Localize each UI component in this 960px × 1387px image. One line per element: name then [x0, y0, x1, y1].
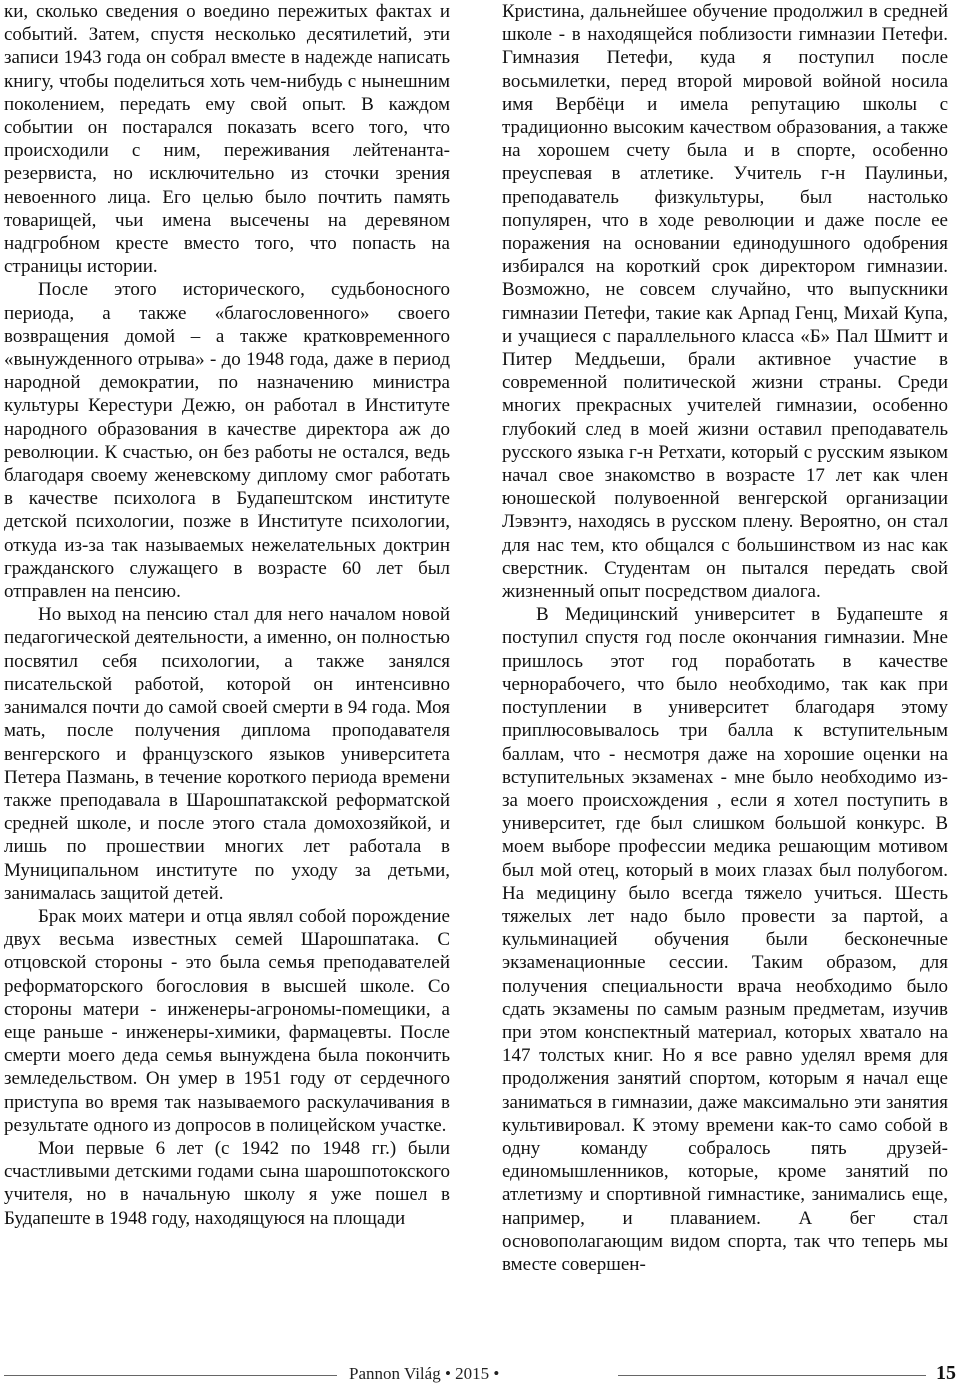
footer-rule-right	[618, 1375, 926, 1376]
left-paragraph-5: Мои первые 6 лет (с 1942 по 1948 гг.) были счастливыми детскими годами сына шарошпотокского учителя, но в начальную школу я уже пошел в Будапеште в 1948 году, находящуюся на площади	[4, 1137, 450, 1229]
left-paragraph-3: Но выход на пенсию стал для него началом новой педагогической деятельности, а именно, он полностью посвятил себя психологии, а также занялся писательской работой, которой он интенсивно занимался почти до самой своей смерти в 94 года. Моя мать, после получения диплома проподавателя венгерского и французского языков университета Петера Пазмань, в течение короткого периода времени также преподавала в Шарошпатакской реформатской средней школе, и после этого стала домохозяйкой, и лишь по прошествии многих лет работала в Муниципальном институте по уходу за детьми, занималась защитой детей.	[4, 604, 450, 904]
footer-publication: Pannon Világ • 2015 •	[349, 1364, 500, 1383]
footer-rule-left	[4, 1375, 337, 1376]
left-paragraph-4: Брак моих матери и отца являл собой порождение двух весьма известных семей Шарошпатака. С отцовской стороны - это была семья преподавателей реформаторского богословия в высшей школе. Со стороны матери - инженеры-агрономы-помещики, а еще раньше - инженеры-химики, фармацевты. После смерти моего деда семья вынуждена была покончить земледельством. Он умер в 1951 году от сердечного приступа во время так называемого раскулачивания в результате одного из допросов в полицейском участке.	[4, 905, 450, 1136]
right-paragraph-2: В Медицинский университет в Будапеште я поступил спустя год после окончания гимназии. Мне пришлось этот год поработать в качестве чернорабочего, что было необходимо, так как при поступлении в университет благодаря этому приплюсовывалось три балла к вступительным баллам, что - несмотря даже на хорошие оценки на вступительных экзаменах - мне было необходимо из-за моего происхождения , если я хотел поступить в университет, где был слишком большой конкурс. В моем выборе профессии медика решающим мотивом был мой отец, который в моих глазах был полубогом. На медицину было всегда тяжело учиться. Шесть тяжелых лет надо было провести за партой, а кульминацией обучения были бесконечные экзаменационные сессии. Таким образом, для получения специальности врача необходимо было сдать экзамены по самым разным предметам, изучив при этом конспектный материал, которых хватало на 147 толстых книг. Но я все равно уделял время для продолжения занятий спортом, которым я начал еще заниматься в гимназии, даже максимально эти занятия культивировал. К этому времени как-то само собой в одну команду собралось пять друзей-единомышленников, которые, кроме занятий по атлетизму и спортивной гимнастике, занимались еще, например, и плаванием. А бег стал основополагающим видом спорта, так что теперь мы вместе совершен-	[502, 604, 948, 1275]
left-paragraph-2: После этого исторического, судьбоносного периода, а также «благословенного» своего возвращения домой – а также кратковременного «вынужденного отрыва» - до 1948 года, даже в период народной демократии, по назначению министра культуры Керестури Дежю, он работал в Институте народного образования в качестве директора аж до революции. К счастью, он без работы не остался, ведь благодаря своему женевскому диплому смог работать в качестве психолога в Будапештском институте детской психологии, позже в Институте психологии, откуда из-за так называемых нежелательных доктрин гражданского служащего в возрасте 60 лет был отправлен на пенсию.	[4, 279, 450, 603]
page-footer	[0, 1356, 960, 1386]
left-column	[4, 0, 450, 1230]
page-number: 15	[936, 1362, 956, 1384]
left-paragraph-1: ки, сколько сведения о воедино пережитых фактах и событий. Затем, спустя несколько десятилетий, эти записи 1943 года он собрал вместе в надежде написать книгу, чтобы поделиться хоть чем-нибудь с нынешним поколением, передать ему свой опыт. В каждом событии он постарался показать всего того, что происходили с ним, переживания лейтенанта-резервиста, но исключительно из сточки зрения невоенного лица. Его целью было почтить память товарищей, чьи имена высечены на деревяном надгробном кресте вместо того, что попасть на страницы истории.	[4, 1, 450, 278]
right-column	[502, 0, 948, 1276]
right-paragraph-1: Кристина, дальнейшее обучение продолжил в средней школе - в находящейся поблизости гимназии Петефи. Гимназия Петефи, куда я поступил после восьмилетки, перед второй мировой войной носила имя Вербёци и имела репутацию школы с традиционно высоким качеством образования, а также на хорошем счету была и в спорте, особенно преуспевая в атлетике. Учитель г-н Паулиньи, преподаватель физкультуры, был настолько популярен, что в ходе революции и даже после ее поражения на основании единодушного одобрения избирался на короткий срок директором гимназии. Возможно, не совсем случайно, что выпускники гимназии Петефи, такие как Арпад Генц, Михай Купа, и учащиеся с параллельного класса «Б» Пал Шмитт и Питер Меддьеши, брали активное участие в современной политической жизни страны. Среди многих прекрасных учителей гимназии, особенно глубокий след в моей жизни оставил преподаватель русского языка г-н Ретхати, который с русским языком начал свое знакомство в возрасте 17 лет как член юношеской полувоенной венгерской организации Лэвэнтэ, находясь в русском плену. Вероятно, он стал для нас тем, кто общался с большинством из нас как сверстник. Студентам он пытался передать свой жизненный опыт посредством диалога.	[502, 1, 948, 603]
